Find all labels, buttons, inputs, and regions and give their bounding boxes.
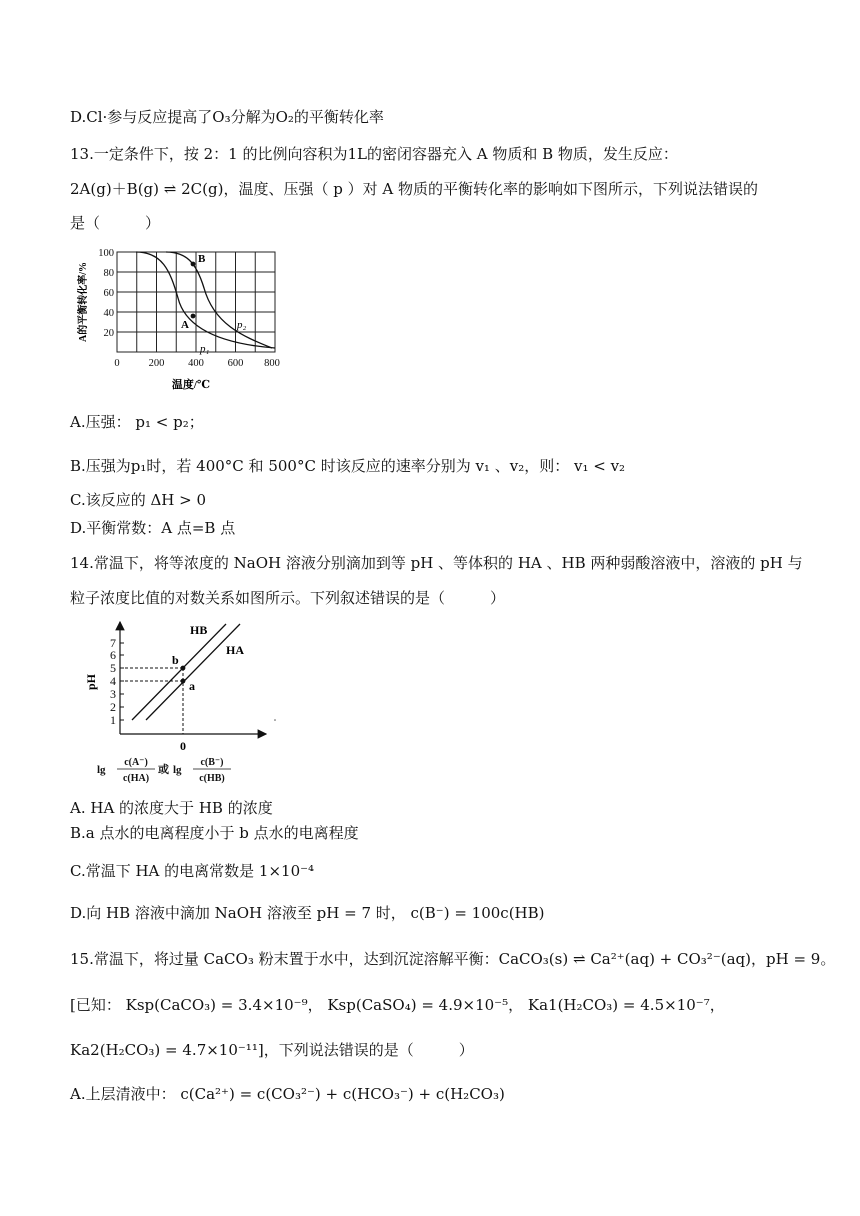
question-14-stem-1: 14.常温下，将等浓度的 NaOH 溶液分别滴加到等 pH 、等体积的 HA 、HB 两种弱酸溶液中，溶液的 pH 与 — [70, 554, 803, 572]
option-b-q13: B.压强为p₁时，若 400°C 和 500°C 时该反应的速率分别为 v₁ 、v₂，则： v₁ < v₂ — [70, 457, 626, 475]
x-label-den-2: c(HB) — [199, 773, 225, 784]
x-label-num-1: c(A⁻) — [124, 757, 148, 768]
y-axis-label: pH — [84, 673, 98, 691]
y-tick-4: 4 — [110, 674, 116, 688]
y-tick-100: 100 — [98, 248, 114, 259]
x-tick-800: 800 — [264, 358, 280, 369]
curve-p1-label: p₁ — [200, 343, 210, 355]
y-axis-label: A的平衡转化率/% — [78, 262, 89, 342]
curve-p2-label: p₂ — [237, 319, 247, 331]
line-ha — [146, 624, 240, 720]
question-14-stem-2: 粒子浓度比值的对数关系如图所示。下列叙述错误的是（ ） — [70, 589, 506, 607]
y-tick-80: 80 — [103, 268, 114, 279]
option-b-q14: B.a 点水的电离程度小于 b 点水的电离程度 — [70, 824, 359, 842]
option-a-q13: A.压强： p₁ < p₂； — [70, 413, 204, 431]
x-label-lg-1: lg — [97, 764, 106, 776]
y-tick-40: 40 — [103, 308, 114, 319]
x-tick-200: 200 — [148, 358, 165, 369]
figure-conversion-vs-temperature — [74, 240, 294, 395]
y-tick-2: 2 — [110, 700, 116, 714]
y-tick-20: 20 — [103, 328, 114, 339]
x-tick-400: 400 — [188, 358, 204, 369]
x-tick-600: 600 — [227, 358, 244, 369]
y-tick-5: 5 — [110, 661, 116, 675]
point-a-label: A — [181, 319, 189, 331]
question-15-stem-1: 15.常温下，将过量 CaCO₃ 粉末置于水中，达到沉淀溶解平衡：CaCO₃(s) ⇌ Ca²⁺(aq) + CO₃²⁻(aq)，pH = 9。 — [70, 950, 836, 968]
point-b-label: b — [172, 653, 179, 667]
figure-ph-vs-lg-ratio — [80, 614, 290, 789]
question-13-stem-2: 2A(g)＋B(g) ⇌ 2C(g)，温度、压强（ p ）对 A 物质的平衡转化率的影响如下图所示，下列说法错误的 — [70, 180, 758, 198]
option-d-q14: D.向 HB 溶液中滴加 NaOH 溶液至 pH = 7 时， c(B⁻) = 100c(HB) — [70, 904, 545, 922]
x-label-lg-2: lg — [173, 764, 182, 776]
option-c-q14: C.常温下 HA 的电离常数是 1×10⁻⁴ — [70, 862, 315, 880]
x-tick-0: 0 — [114, 358, 120, 369]
point-a — [191, 314, 196, 319]
point-b — [191, 262, 196, 267]
y-tick-60: 60 — [103, 288, 114, 299]
line-hb-label: HB — [190, 623, 208, 637]
point-b — [181, 666, 186, 671]
question-15-stem-2: [已知： Ksp(CaCO₃) = 3.4×10⁻⁹， Ksp(CaSO₄) = 4.9×10⁻⁵， Ka1(H₂CO₃) = 4.5×10⁻⁷， — [70, 996, 725, 1014]
option-a-q14: A. HA 的浓度大于 HB 的浓度 — [70, 799, 273, 817]
x-label-den-1: c(HA) — [122, 773, 150, 784]
option-a-q15: A.上层清液中： c(Ca²⁺) = c(CO₃²⁻) + c(HCO₃⁻) + c(H₂CO₃) — [70, 1085, 505, 1103]
option-d-q13: D.平衡常数：A 点=B 点 — [70, 519, 236, 537]
curve-p2 — [166, 252, 272, 348]
y-tick-6: 6 — [110, 648, 116, 662]
point-a — [181, 679, 186, 684]
point-b-label: B — [198, 253, 206, 265]
question-13-stem-3: 是（ ） — [70, 214, 161, 232]
y-tick-7: 7 — [110, 636, 116, 650]
line-hb — [132, 624, 226, 720]
x-label-or: 或 — [158, 764, 169, 776]
stray-dot — [274, 719, 276, 721]
y-tick-3: 3 — [110, 687, 116, 701]
x-axis-label: 温度/℃ — [171, 379, 211, 391]
option-d-q12: D.Cl·参与反应提高了O₃分解为O₂的平衡转化率 — [70, 108, 384, 126]
option-c-q13: C.该反应的 ΔH > 0 — [70, 491, 207, 509]
line-ha-label: HA — [226, 643, 244, 657]
x-origin-tick: 0 — [180, 739, 186, 753]
y-tick-1: 1 — [110, 713, 116, 727]
x-label-num-2: c(B⁻) — [200, 757, 224, 768]
question-13-stem-1: 13.一定条件下，按 2：1 的比例向容积为1L的密闭容器充入 A 物质和 B 物质，发生反应： — [70, 145, 678, 163]
point-a-label: a — [189, 679, 195, 693]
question-15-stem-3: Ka2(H₂CO₃) = 4.7×10⁻¹¹]，下列说法错误的是（ ） — [70, 1041, 474, 1059]
